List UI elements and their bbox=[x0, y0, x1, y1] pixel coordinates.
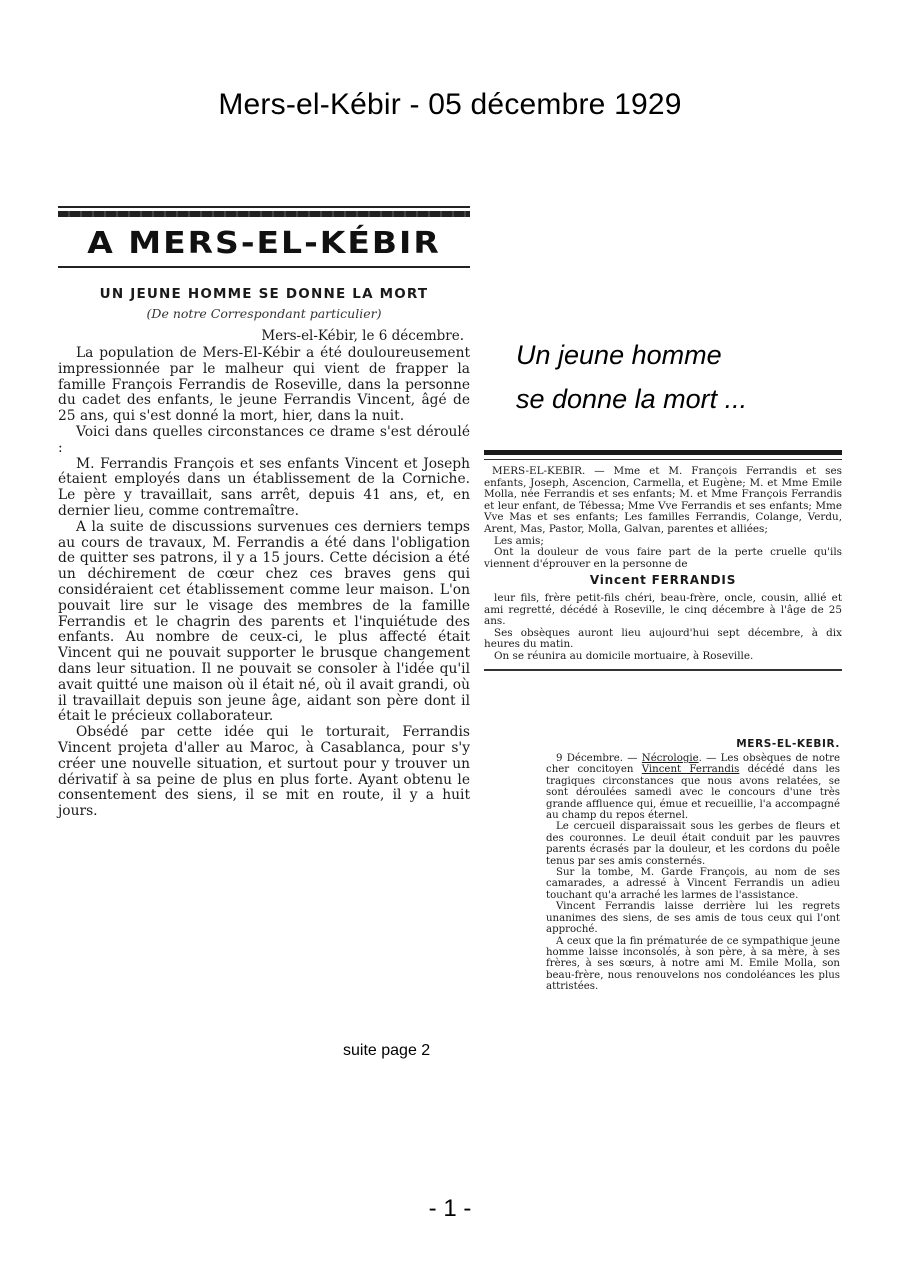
page-title: Mers-el-Kébir - 05 décembre 1929 bbox=[218, 88, 682, 121]
continued-note: suite page 2 bbox=[343, 1042, 431, 1059]
summary-line-2: se donne la mort ... bbox=[516, 384, 748, 414]
necrology-clipping bbox=[546, 738, 840, 1058]
necrology-paragraph bbox=[546, 753, 840, 821]
article-paragraph: M. Ferrandis François et ses enfants Vincent et Joseph étaient employés dans un établissement de la Corniche. Le père y travaillait, sans arrêt, depuis 41 ans, et, en dernier lieu, comme contremaître. bbox=[58, 455, 470, 519]
necrology-p1-rest: décédé dans les tragiques circonstances que nous avons relatées, se sont déroulées samedi avec le concours d'une très grande affluence qui, émue et recueillie, l'a accompagné au champ du repos éternel. bbox=[546, 764, 840, 822]
masthead-rule-band bbox=[58, 211, 470, 217]
article-paragraph: Voici dans quelles circonstances ce drame s'est déroulé : bbox=[58, 423, 470, 456]
article-paragraph: La population de Mers-El-Kébir a été douloureusement impressionnée par le malheur qui vient de frapper la famille François Ferrandis de Roseville, dans la personne du cadet des enfants, le jeune Ferrandis Vincent, âgé de 25 ans, qui s'est donné la mort, hier, dans la nuit. bbox=[58, 345, 470, 425]
death-notice-clipping bbox=[484, 450, 842, 716]
summary-line-1: Un jeune homme bbox=[516, 340, 722, 370]
notice-friends: Les amis; bbox=[494, 534, 544, 547]
notice-body: Ont la douleur de vous faire part de la perte cruelle qu'ils viennent d'éprouver en la personne de bbox=[484, 546, 842, 570]
notice-rule-thin bbox=[484, 459, 842, 460]
page-number: - 1 - bbox=[428, 1195, 472, 1222]
necrology-intro: . — Les obsèques de notre cher concitoyen bbox=[546, 753, 840, 776]
article-paragraph: Obsédé par cette idée qui le torturait, Ferrandis Vincent projeta d'aller au Maroc, à Casablanca, pour s'y créer une nouvelle situation, et surtout pour y trouver un dérivatif à sa peine de plus en plus forte. Ayant obtenu le consentement des siens, il se mit en route, il y a huit jours. bbox=[58, 724, 470, 820]
necrology-label: Nécrologie bbox=[641, 753, 699, 764]
article-byline: (De notre Correspondant particulier) bbox=[146, 306, 382, 321]
article-paragraph: A la suite de discussions survenues ces derniers temps au cours de travaux, M. Ferrandis a été dans l'obligation de quitter ses patrons, il y a 15 jours. Cette décision a été un déchirement de cœur chez ces braves gens qui considéraient cet établissement comme leur maison. L'on pouvait lire sur le visage des membres de la famille Ferrandis et le chagrin des parents et l'inquiétude des enfants. Au nombre de ceux-ci, le plus affecté était Vincent qui ne pouvait supporter le brusque changement dans leur situation. Il ne pouvait se consoler à l'idée qu'il avait quitté une maison où il était né, où il avait grandi, où il travaillait depuis son jeune âge, aidant son père dont il était le précieux collaborateur. bbox=[58, 518, 470, 725]
necrology-section: MERS-EL-KEBIR. bbox=[736, 738, 840, 750]
article-headline: UN JEUNE HOMME SE DONNE LA MORT bbox=[99, 286, 429, 302]
necrology-person: Vincent Ferrandis bbox=[641, 764, 740, 776]
masthead-rule-top bbox=[58, 206, 470, 208]
notice-lead: MERS-EL-KEBIR. — Mme et M. François Ferrandis et ses enfants, Joseph, Ascencion, Carmella, et Eugène; M. et Mme Emile Molla, née Ferrandis et ses enfants; M. et Mme François Ferrandis et leur enfant, de Tébessa; Mme Vve Ferrandis et ses enfants; Mme Vve Mas et ses enfants; Les familles Ferrandis, Colange, Verdu, Arent, Mas, Pastor, Molla, Galvan, parentes et alliées; bbox=[484, 465, 842, 535]
necrology-paragraph: A ceux que la fin prématurée de ce sympathique jeune homme laisse inconsolés, à son père, à sa mère, à ses frères, à ses sœurs, à notre ami M. Emile Molla, son beau-frère, nous renouvelons nos condoléances les plus attristées. bbox=[546, 935, 840, 993]
notice-funeral: Ses obsèques auront lieu aujourd'hui sept décembre, à dix heures du matin. bbox=[484, 626, 842, 651]
necrology-paragraph: Sur la tombe, M. Garde François, au nom de ses camarades, a adressé à Vincent Ferrandis un adieu touchant qu'a arraché les larmes de l'assistance. bbox=[546, 867, 840, 901]
article-dateline: Mers-el-Kébir, le 6 décembre. bbox=[261, 328, 464, 344]
notice-rule-top bbox=[484, 450, 842, 455]
notice-rule-bottom bbox=[484, 669, 842, 671]
notice-meeting: On se réunira au domicile mortuaire, à Roseville. bbox=[494, 649, 754, 662]
necrology-paragraph: Le cercueil disparaissait sous les gerbes de fleurs et des couronnes. Le deuil était conduit par les pauvres parents écrasés par la douleur, et les cordons du poêle tenus par ses amis consternés. bbox=[546, 821, 840, 867]
notice-relation: leur fils, frère petit-fils chéri, beau-frère, oncle, cousin, allié et ami regretté, décédé à Roseville, le cinq décembre à l'âge de 25 ans. bbox=[484, 591, 842, 628]
necrology-date: 9 Décembre. — bbox=[556, 753, 638, 764]
necrology-paragraph: Vincent Ferrandis laisse derrière lui les regrets unanimes des siens, de ses amis de tous ceux qui l'ont approché. bbox=[546, 901, 840, 936]
article-body bbox=[58, 346, 470, 820]
masthead-rule-bottom bbox=[58, 266, 470, 268]
notice-deceased-name: Vincent FERRANDIS bbox=[589, 573, 737, 588]
masthead: A MERS-EL-KÉBIR bbox=[87, 224, 441, 261]
summary-caption bbox=[516, 333, 747, 421]
article-clipping bbox=[58, 206, 470, 1026]
